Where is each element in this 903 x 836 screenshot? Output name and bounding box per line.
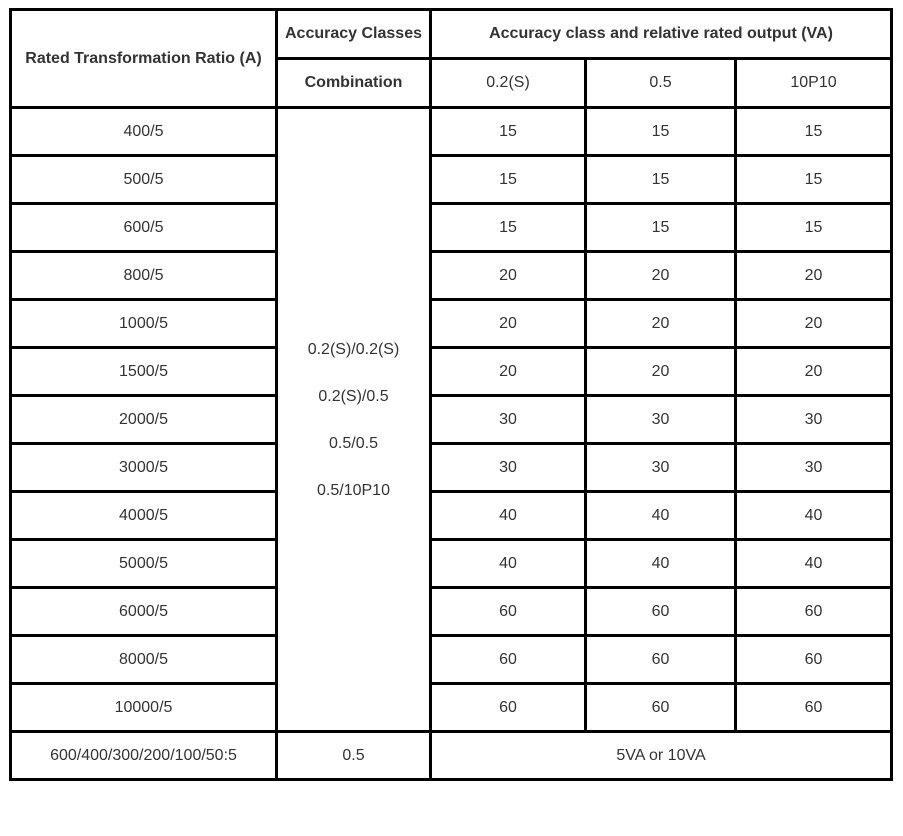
last-output-cell: 5VA or 10VA [431,732,892,780]
value-cell-0-2s: 60 [431,684,586,732]
value-cell-0-5: 15 [586,204,736,252]
table-row [11,348,892,396]
value-cell-10p10: 60 [736,684,892,732]
value-cell-0-5: 20 [586,348,736,396]
table-row [11,204,892,252]
value-cell-10p10: 15 [736,204,892,252]
value-cell-10p10: 20 [736,252,892,300]
ratio-cell: 5000/5 [11,540,277,588]
value-cell-10p10: 60 [736,588,892,636]
ratio-cell: 500/5 [11,156,277,204]
table-row [11,156,892,204]
value-cell-0-5: 60 [586,636,736,684]
value-cell-10p10: 60 [736,636,892,684]
value-cell-10p10: 30 [736,444,892,492]
ratio-cell: 1500/5 [11,348,277,396]
header-classes-line2: Combination [277,59,431,108]
header-sub-10p10: 10P10 [736,59,892,108]
ratio-cell: 2000/5 [11,396,277,444]
table-row [11,540,892,588]
value-cell-0-2s: 60 [431,588,586,636]
table-row [11,492,892,540]
spec-table [9,8,893,781]
header-row-1 [11,10,892,59]
value-cell-0-2s: 20 [431,252,586,300]
table-row [11,108,892,156]
ratio-cell: 6000/5 [11,588,277,636]
table-row [11,396,892,444]
value-cell-10p10: 20 [736,300,892,348]
value-cell-0-5: 60 [586,588,736,636]
value-cell-0-2s: 15 [431,156,586,204]
table-row [11,636,892,684]
table-body [11,108,892,780]
value-cell-0-5: 20 [586,300,736,348]
value-cell-10p10: 15 [736,108,892,156]
ratio-cell: 400/5 [11,108,277,156]
value-cell-0-2s: 20 [431,348,586,396]
value-cell-0-2s: 15 [431,204,586,252]
value-cell-0-5: 40 [586,492,736,540]
value-cell-10p10: 30 [736,396,892,444]
value-cell-0-2s: 30 [431,444,586,492]
table-row [11,252,892,300]
header-classes-line1: Accuracy Classes [277,10,431,59]
value-cell-0-2s: 40 [431,540,586,588]
header-ratio: Rated Transformation Ratio (A) [11,10,277,108]
value-cell-0-5: 40 [586,540,736,588]
value-cell-10p10: 20 [736,348,892,396]
header-output: Accuracy class and relative rated output (VA) [431,10,892,59]
value-cell-0-2s: 15 [431,108,586,156]
combination-item: 0.5/0.5 [329,434,378,452]
value-cell-0-5: 30 [586,396,736,444]
value-cell-0-5: 15 [586,108,736,156]
ratio-cell: 10000/5 [11,684,277,732]
combinations-cell [277,108,431,732]
table-row [11,300,892,348]
ratio-cell: 4000/5 [11,492,277,540]
ratio-cell: 800/5 [11,252,277,300]
spec-table-wrapper [9,8,893,781]
value-cell-10p10: 15 [736,156,892,204]
value-cell-0-2s: 30 [431,396,586,444]
value-cell-0-2s: 40 [431,492,586,540]
combination-item: 0.2(S)/0.5 [318,387,389,405]
combination-item: 0.2(S)/0.2(S) [307,340,400,358]
value-cell-0-2s: 20 [431,300,586,348]
value-cell-0-5: 60 [586,684,736,732]
value-cell-10p10: 40 [736,492,892,540]
ratio-cell: 1000/5 [11,300,277,348]
table-row [11,684,892,732]
combination-item: 0.5/10P10 [317,481,390,499]
last-classes-cell: 0.5 [277,732,431,780]
value-cell-0-5: 30 [586,444,736,492]
value-cell-0-5: 15 [586,156,736,204]
value-cell-0-5: 20 [586,252,736,300]
ratio-cell: 8000/5 [11,636,277,684]
header-sub-0-5: 0.5 [586,59,736,108]
value-cell-10p10: 40 [736,540,892,588]
ratio-cell: 3000/5 [11,444,277,492]
header-sub-0-2s: 0.2(S) [431,59,586,108]
table-row [11,444,892,492]
table-row [11,588,892,636]
value-cell-0-2s: 60 [431,636,586,684]
last-row [11,732,892,780]
ratio-cell: 600/5 [11,204,277,252]
last-ratio-cell: 600/400/300/200/100/50:5 [11,732,277,780]
